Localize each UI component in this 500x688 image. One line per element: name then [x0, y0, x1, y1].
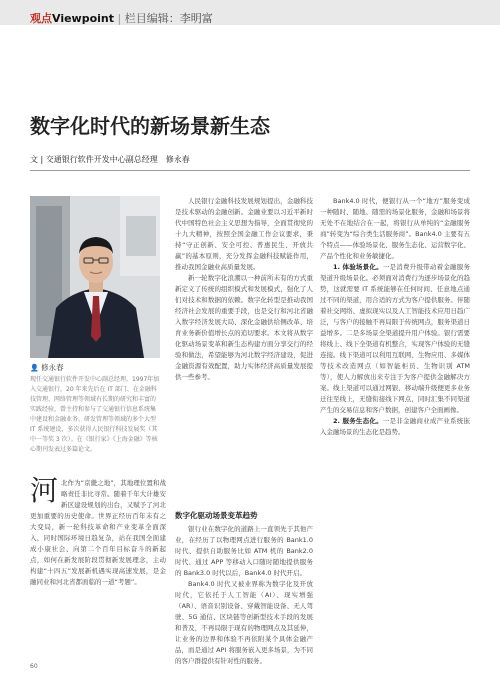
- body-column-2-lower: [175, 524, 313, 665]
- bio-text: 现任交通银行软件开发中心副总经理。1997年加入交通银行，20 年来先后在 IT 部门、在金融科技管理、网络管理等领域有长期的研究和丰富的实践经验，曾主持和参与了交通银行信息系统集中建设和金融业务、研发管理等领域的多个大型 IT 系统建设，多次获得人民银行科技发展奖（其中一等奖 3 次）。在《银行家》《上海金融》等核心期刊发表过多篇论文。: [30, 376, 160, 453]
- article-title: 数字化时代的新场景新生态: [30, 114, 270, 138]
- author-photo-art: [30, 196, 160, 358]
- intro-paragraph: [30, 474, 166, 588]
- person-icon: 👤: [30, 364, 39, 372]
- kicker-editor-label: 栏目编辑：: [124, 12, 180, 25]
- body-column-3: [320, 196, 470, 648]
- paragraph: Bank4.0 时代又被业界称为数字化及开放时代，它依托于人工智能（AI）、现实增强（AR）、语音识别设备、穿戴智能设备、无人驾驶、5G 通信、区块链等创新型技术手段的发展和普及，不再局限于现有的物理网点及其延伸，让业务的边界和体验不再依附某个具体金融产品，而是通过 API 将服务嵌入更多场景，为不同的客户群提供有针对性的服务。: [175, 580, 313, 665]
- subheading: 1. 体验场景化。: [333, 263, 383, 271]
- paragraph-text: 一是非金融商业成产业系统嵌入金融场景的生态化是趋势。: [320, 417, 471, 436]
- header-band: [0, 0, 500, 25]
- author-line: 文 | 交通银行软件开发中心副总经理 修永春: [30, 155, 190, 164]
- paragraph: 银行业在数字化的道路上一直领先于其他产业，在经历了以物理网点进行服务的 Bank1.0 时代、提供自助服务比如 ATM 机的 Bank2.0 时代、通过 APP 等移动入口随时随地提供服务的 Bank3.0 时代以后，Bank4.0 时代开启。: [175, 525, 313, 577]
- bio-name: 修永春: [41, 363, 64, 372]
- paragraph: [320, 262, 470, 416]
- paragraph: 新一轮数字化浪潮以一种前所未有的方式重新定义了传统的组织模式和发展模式，强化了人们对技术和数据的依赖。数字化转型是推动我国经济社会发展的重要手段，也是交行和河北省融入数字经济发展大局、深化金融供给侧改革、培育业务新价值增长点的追切要求。本文将从数字化驱动场景变革和新生态构建方面分享交行的经验和做法，希望能够为河北数字经济建设，促进金融资源有效配置，助力实体经济高质量发展提供一些参考。: [175, 274, 313, 381]
- section-heading: 数字化驱动场景变革趋势: [175, 511, 258, 520]
- paragraph: Bank4.0 时代，便银行从一个“地方”服务变成一种随时、随地、随需的场景化服务，金融和场景将无处不在地结合在一起，将银行从单纯的“金融服务商”转变为“综合类生活服务商”。Bank4.0 主要有五个特点——体验场景化、服务生态化、运营数字化、产品个性化和业务敏捷化。: [320, 197, 470, 260]
- paragraph: 人民银行金融科技发展规划提出，金融科技是技术驱动的金融创新。金融业要以习近平新时代中国特色社会主义思想为指导，全面贯彻党的十九大精神，按照全国金融工作会议要求，秉持“守正创新、安全可控、普惠民生、开放共赢”的基本原则，充分发挥金融科技赋能作用，推动我国金融业高质量发展。: [175, 197, 313, 271]
- paragraph-text: 一是消费升级带动着金融服务渠道升级场景化。必须面对消费行为逐步场景化的趋势，这就需要 IT 系统能够在任何时间、任意地点通过不同的渠道，用合适的方式为客户提供服务。伴随着社交网络、虚拟现实以及人工智能技术应用日趋广泛，与客户的接触不再局限于传统网点，服务渠道日益增多。二是多场景全渠道提升用户体验。银行需要将线上、线下全渠道有机整合，实现客户体验的无缝连接。线下渠道可以利用互联网、生物应用、多媒体等技术改造网点（如智能柜员、生物识别 ATM 等），使人力解放出来专注于为客户提供金融解决方案。线上渠道可以通过网银、移动端升级便更多业务迁往至线上，无缝衔接线下网点，同时汇集不同渠道产生的交易信息和客户数据，创建客户全面画像。: [320, 263, 471, 414]
- author-photo: [30, 196, 160, 358]
- page-number: 60: [30, 663, 38, 670]
- kicker-editor-name: 李明富: [179, 12, 213, 25]
- column-kicker: [30, 12, 213, 25]
- paragraph: [320, 416, 470, 438]
- body-column-2: [175, 196, 313, 496]
- title-divider: [30, 170, 470, 171]
- kicker-viewpoint-en: Viewpoint: [52, 12, 115, 25]
- bio-name-line: [30, 363, 160, 373]
- body-column-1: [30, 474, 166, 638]
- intro-text: 北作为“京畿之地”，其地理位置和战略责任非比寻常。随着千年大计雄安新区建设规划的出台，又赋予了河北更加重要的历史使命。世界正经历百年未有之大变局，新一轮科技革命和产业变革全面深入，同时国际环境日趋复杂，站在我国全面建成小康社会、向第二个百年目标奋斗的新起点，如何在新发展阶段贯彻新发展理念，主动构建“十四五”发展新机遇实现高速发展，是金融同业和河北省都面临的一道“考题”。: [30, 479, 166, 586]
- subheading: 2. 服务生态化。: [333, 417, 383, 425]
- drop-cap: 河: [30, 474, 59, 507]
- author-bio: [30, 363, 160, 455]
- kicker-viewpoint-cn: 观点: [30, 12, 52, 25]
- kicker-separator: |: [117, 12, 122, 25]
